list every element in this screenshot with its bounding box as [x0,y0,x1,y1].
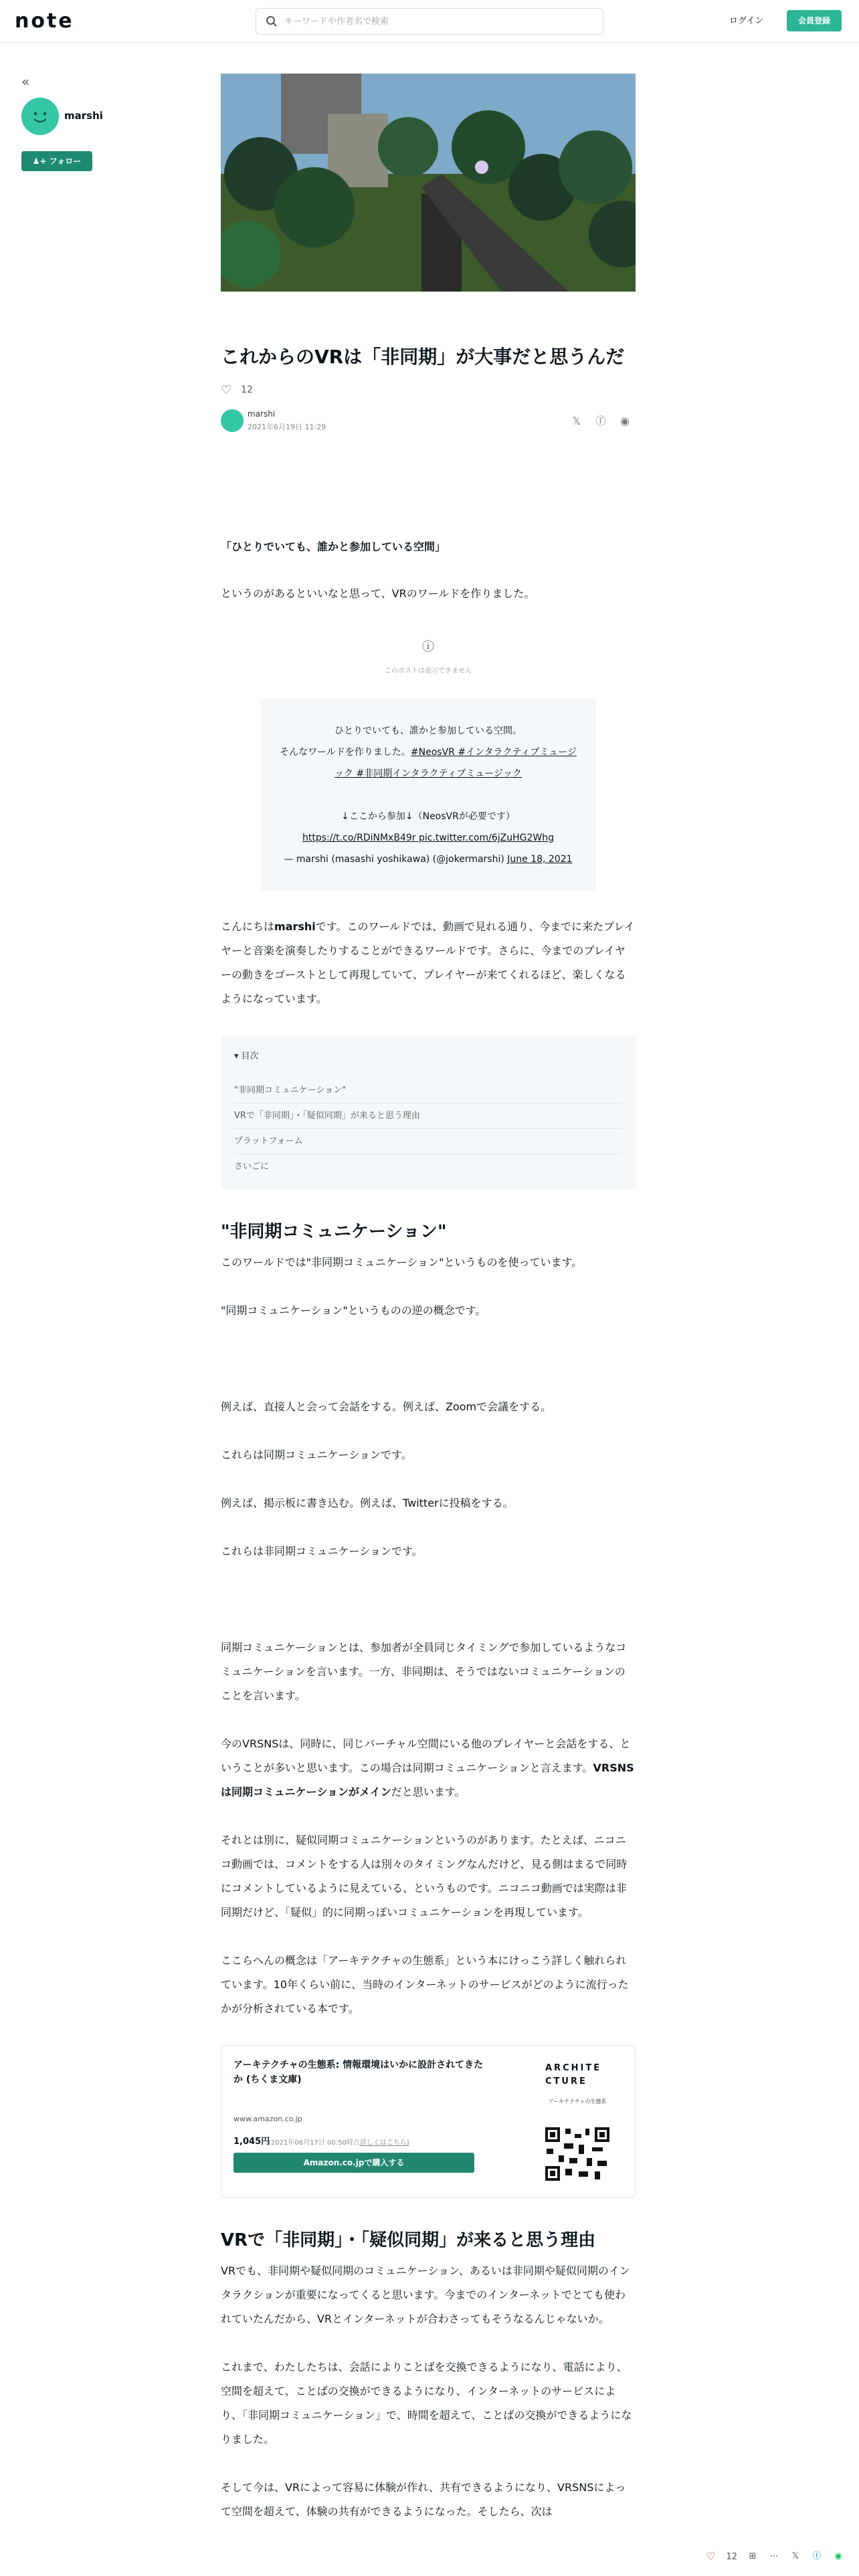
paragraph: 例えば、掲示板に書き込む。例えば、Twitterに投稿をする。 [221,1497,514,1509]
intro-author: marshi [274,920,316,933]
sidebar-author-name[interactable]: marshi [64,110,103,122]
article [221,74,636,2548]
book-cover[interactable] [539,2058,616,2187]
paragraph: ここらへんの概念は「アーキテクチャの生態系」という本にけっこう詳しく触れられています。10年くらい前に、当時のインターネットのサービスがどのように流行ったかが分析されている本です。 [221,1954,629,2015]
share-buttons [570,415,632,428]
intro-text-a: こんにちは [221,920,275,933]
tweet-url-link[interactable]: https://t.co/RDiNMxB49r pic.twitter.com/6jZuHG2Whg [302,833,554,843]
search-icon [266,15,278,27]
toc-header[interactable] [234,1045,622,1069]
collapse-sidebar-icon[interactable]: « [21,74,30,90]
caret-down-icon: ▾ [234,1051,239,1061]
toc-title: 目次 [241,1051,259,1061]
heart-icon[interactable]: ♡ [221,383,232,397]
tweet-byline: — marshi (masashi yoshikawa) (@jokermarshi) [284,854,504,865]
x-share-icon[interactable]: 𝕏 [572,415,581,427]
follow-label: フォロー [49,156,82,166]
meta-author-avatar[interactable] [221,409,244,432]
amazon-price: 1,045円 [233,2137,270,2147]
paragraph: これらは同期コミュニケーションです。 [221,1448,412,1461]
search-box[interactable] [256,8,603,35]
follow-button[interactable] [21,151,92,171]
section-heading-2: VRで「非同期」・「疑似同期」が来ると思う理由 [221,2230,596,2250]
book-cover-title: ARCHITECTURE [545,2063,602,2086]
tweet-line-2 [278,742,579,784]
article-title: これからのVRは「非同期」が大事だと思うんだ [221,346,625,368]
table-of-contents [221,1035,636,1189]
tweet-date-link[interactable]: June 18, 2021 [507,854,573,865]
paragraph-bold: VRSNSは同期コミュニケーションがメイン [221,1761,634,1798]
article-meta [221,408,636,435]
amazon-time-text: (2021年06月17日 00:50時点 [268,2139,360,2147]
tweet-hashtags-link[interactable]: #NeosVR #インタラクティブミュージック #非同期インタラクティブミュージック [335,747,577,779]
paragraph-text-c: だと思います。 [391,1786,466,1798]
article-body [221,535,636,2524]
bottom-like-count: 12 [726,2551,737,2562]
x-share-icon[interactable]: 𝕏 [791,2551,799,2561]
tweet-line-1: ひとりでいても、誰かと参加している空間。 [335,726,522,736]
paragraph: "同期コミュニケーション"というものの逆の概念です。 [221,1304,486,1317]
meta-author-name[interactable]: marshi [248,409,276,419]
paragraph: そして今は、VRによって容易に体験が作れ、共有できるようになり、VRSNSによって空間を超えて、体験の共有ができるようになった。そしたら、次は [221,2481,626,2518]
section-heading-1: "非同期コミュニケーション" [221,1222,447,1242]
facebook-share-icon[interactable]: ⓕ [595,415,606,427]
user-plus-icon: ♟+ [32,156,47,166]
note-logo[interactable]: note [15,9,74,33]
amazon-card[interactable] [221,2045,636,2197]
toc-item[interactable]: VRで「非同期」・「疑似同期」が来ると思う理由 [234,1103,622,1129]
publish-date: 2021年6月19日 11:29 [248,423,326,431]
intro-text-c: です。このワールドでは、動画で見れる通り、今までに来たプレイヤーと音楽を演奏したりすることができるワールドです。さらに、今までのプレイヤーの動きをゴーストとして再現していて、プレイヤーが来てくれるほど、楽しくなるようになっています。 [221,920,635,1005]
embedded-tweet [261,700,595,891]
toc-item[interactable]: "非同期コミュニケーション" [234,1078,622,1103]
intro-paragraph [221,915,636,1011]
top-header [0,0,859,43]
bottom-action-bar [704,2547,844,2567]
smile-face-icon [21,98,59,135]
paragraph: これまで、わたしたちは、会話によりことばを交換できるようになり、電話により、空間を超えて、ことばの交換ができるようになり、インターネットのサービスにより、「非同期コミュニケーション」で、時間を超えて、ことばの交換ができるようになりました。 [221,2361,632,2446]
line-share-icon[interactable]: ◉ [834,2551,842,2561]
amazon-site: www.amazon.co.jp [233,2115,302,2123]
embed-note: このポストは表示できません [385,667,472,675]
info-circle-icon: ⓘ [422,640,434,654]
like-count: 12 [241,385,253,395]
paragraph: 同期コミュニケーションとは、参加者が全員同じタイミングで参加しているようなコミュニケーションを言います。一方、非同期は、そうではないコミュニケーションのことを言います。 [221,1641,627,1702]
paragraph: VRでも、非同期や疑似同期のコミュニケーション、あるいは非同期や疑似同期のインタラクションが重要になってくると思います。今までのインターネットでとても使われていたんだから、VRとインターネットが合わさってもそうなるんじゃないか。 [221,2264,630,2325]
paragraph: これらは非同期コミュニケーションです。 [221,1545,423,1558]
tweet-line-3: ↓ここから参加↓（NeosVRが必要です） [341,811,515,822]
paragraph: それとは別に、疑似同期コミュニケーションというのがあります。たとえば、ニコニコ動画では、コメントをする人は別々のタイミングなんだけど、見る側はまるで同時にコメントしているように見えている、というものです。ニコニコ動画では実際は非同期だけど、「疑似」的に同期っぽいコミュニケーションを再現しています。 [221,1834,628,1919]
paragraph: 例えば、直接人と会って会話をする。例えば、Zoomで会議をする。 [221,1400,552,1413]
qr-pattern-image [539,2121,616,2187]
paragraph [221,1732,636,1804]
hero-image[interactable] [221,74,636,292]
facebook-share-icon[interactable]: ⓕ [812,2551,822,2561]
amazon-time [268,2131,409,2155]
paragraph-text-a: 今のVRSNSは、同時に、同じバーチャル空間にいる他のプレイヤーと会話をする、ということが多いと思います。この場合は同期コミュニケーションと言えます。 [221,1737,631,1774]
login-link[interactable]: ログイン [729,16,764,26]
toc-item[interactable]: プラットフォーム [234,1129,622,1154]
amazon-details-link[interactable]: 詳しくはこちら) [359,2139,409,2147]
book-cover-subtitle: アーキテクチャの生態系 [548,2099,607,2105]
lead-bold: 「ひとりでいても、誰かと参加している空間」 [221,540,446,553]
author-avatar[interactable] [21,98,59,135]
more-icon[interactable]: ⋯ [769,2551,779,2561]
magazine-add-icon[interactable]: ⊞ [749,2551,757,2561]
signup-button[interactable]: 会員登録 [787,10,842,31]
line-share-icon[interactable]: ◉ [620,415,630,427]
like-row [221,383,636,397]
toc-item[interactable]: さいごに [234,1162,270,1172]
tweet-line-2-text: そんなワールドを作りました。 [280,747,411,758]
heart-icon[interactable]: ♡ [706,2550,716,2563]
paragraph: このワールドでは"非同期コミュニケーション"というものを使っています。 [221,1256,583,1269]
search-input[interactable] [284,9,592,34]
amazon-title[interactable]: アーキテクチャの生態系: 情報環境はいかに設計されてきたか (ちくま文庫) [233,2060,484,2085]
amazon-buy-button[interactable]: Amazon.co.jpで購入する [233,2153,474,2173]
lead-paragraph: というのがあるといいなと思って、VRのワールドを作りました。 [221,587,535,600]
